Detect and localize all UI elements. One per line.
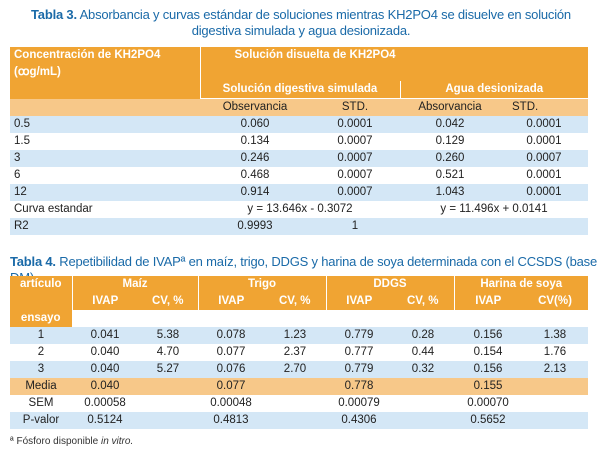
- table4-cell: 0.156: [473, 329, 503, 341]
- table4-cell: 0.154: [473, 346, 503, 358]
- table4-header-ensayo: ensayo: [10, 310, 72, 327]
- table3-curva-2: y = 11.496x + 0.0141: [440, 203, 548, 215]
- table3-header-std2: STD.: [512, 101, 539, 113]
- table4-sub-cv: CV, %: [392, 293, 454, 310]
- table4-cell: 0.32: [411, 363, 435, 375]
- table4-cell: 5.27: [156, 363, 180, 375]
- table3-cell-conc: 3: [14, 152, 21, 164]
- table4-header-soya: Harina de soya: [480, 278, 563, 290]
- table4-footnote: [10, 436, 133, 447]
- table3-cell-abs: 0.042: [435, 118, 465, 130]
- table4-cell: 1.23: [283, 329, 307, 341]
- table3: [10, 47, 588, 235]
- table4-row-label: 2: [37, 346, 45, 358]
- table3-header-abs: Absorvancia: [418, 101, 482, 113]
- table4-cell: 0.077: [216, 346, 246, 358]
- table4-media-soya: 0.155: [473, 380, 503, 392]
- table4-sub-ivap: IVAP: [346, 295, 373, 307]
- table3-caption-label: Tabla 3.: [31, 7, 77, 22]
- table4-row-label: 1: [37, 329, 45, 341]
- table4-cell: 0.44: [411, 346, 435, 358]
- table4-sub-cv: CV(%): [538, 295, 572, 307]
- table4-cell: 2.13: [543, 363, 567, 375]
- table-row: [10, 344, 588, 361]
- table3-cell-abs: 0.521: [435, 169, 465, 181]
- table4-cell: 5.38: [156, 329, 180, 341]
- table4-cell: 0.779: [344, 363, 374, 375]
- footnote-italic: in vitro.: [100, 436, 134, 447]
- table3-cell-conc: 6: [14, 169, 21, 181]
- table4-header-ddgs: DDGS: [326, 276, 454, 293]
- table4-pvalor-soya: 0.5652: [470, 414, 506, 426]
- table3-cell-obs: 0.060: [240, 118, 270, 130]
- table4-pvalor-trigo: 0.4813: [213, 414, 249, 426]
- table3-cell-std2: 0.0001: [526, 186, 562, 198]
- table4-cell: 2.37: [283, 346, 307, 358]
- table4-header-articulo: artículo: [10, 276, 72, 293]
- table3-cell-std1: 0.0007: [337, 169, 373, 181]
- table3-caption: [10, 7, 592, 39]
- table4-media-ddgs: 0.778: [344, 380, 374, 392]
- table3-cell-std2: 0.0001: [526, 135, 562, 147]
- table3-header-obs: Observancia: [222, 101, 288, 113]
- table4-cell: 1.38: [543, 329, 567, 341]
- table3-header-sub2: Agua desionizada: [400, 81, 588, 99]
- table3-cell-obs: 0.914: [240, 186, 270, 198]
- table3-r2-1: 0.9993: [237, 220, 273, 232]
- table4-row-label: 3: [37, 363, 45, 375]
- table-row: [10, 116, 588, 133]
- table4-pvalor-label: P-valor: [22, 414, 60, 426]
- table4-cell: 0.078: [216, 329, 246, 341]
- table3-curva-label: Curva estandar: [14, 203, 93, 215]
- table4-header-maiz: Maíz: [72, 276, 198, 293]
- table4-sem-ddgs: 0.00079: [338, 397, 380, 409]
- table4-caption-text: Repetibilidad de IVAPª en maíz, trigo, DDGS y harina de soya determinada con el CCSDS (base DM).: [10, 254, 597, 285]
- table3-caption-text-1: Absorbancia y curvas estándar de soluciones mientras KH2PO4 se disuelve en solución: [79, 7, 571, 22]
- table-row-curva: [10, 201, 588, 218]
- table3-cell-obs: 0.246: [240, 152, 270, 164]
- table3-header-sub1: Solución digestiva simulada: [200, 81, 400, 99]
- table3-cell-abs: 1.043: [435, 186, 465, 198]
- table-row: [10, 167, 588, 184]
- footnote-prefix: ª Fósforo disponible: [10, 436, 101, 447]
- table4-caption-label: Tabla 4.: [10, 254, 56, 269]
- table-row: [10, 361, 588, 378]
- table3-cell-abs: 0.129: [435, 135, 465, 147]
- table4-cell: 0.779: [344, 329, 374, 341]
- table4-cell: 2.70: [283, 363, 307, 375]
- table-row-pvalor: [10, 412, 588, 429]
- table4-pvalor-maiz: 0.5124: [87, 414, 123, 426]
- table-row: [10, 150, 588, 167]
- table-row: [10, 133, 588, 150]
- table3-cell-conc: 1.5: [14, 135, 30, 147]
- table4-cell: 0.041: [90, 329, 120, 341]
- table3-header-group: Solución disuelta de KH2PO4: [234, 49, 396, 61]
- table4-sub-ivap: IVAP: [92, 295, 119, 307]
- table3-cell-std1: 0.0001: [337, 118, 373, 130]
- table3-cell-std2: 0.0001: [526, 118, 562, 130]
- table4-pvalor-ddgs: 0.4306: [341, 414, 377, 426]
- table4-cell: 0.28: [411, 329, 435, 341]
- table4-cell: 0.040: [90, 363, 120, 375]
- table3-cell-conc: 0.5: [14, 118, 30, 130]
- table4-media-maiz: 0.040: [90, 380, 120, 392]
- table3-cell-std1: 0.0007: [337, 152, 373, 164]
- table3-cell-abs: 0.260: [435, 152, 465, 164]
- table4-media-label: Media: [25, 380, 57, 392]
- table4-media-trigo: 0.077: [216, 380, 246, 392]
- table-row-media: [10, 378, 588, 395]
- table4-sub-ivap: IVAP: [475, 295, 502, 307]
- table3-header-std1: STD.: [341, 101, 369, 113]
- table-row-r2: [10, 218, 588, 235]
- table4-cell: 0.076: [216, 363, 246, 375]
- table4-sub-cv: CV, %: [264, 293, 326, 310]
- table4: [10, 276, 588, 429]
- table3-caption-text-2: digestiva simulada y agua desionizada.: [191, 23, 411, 38]
- table3-cell-obs: 0.134: [240, 135, 270, 147]
- table-row-sem: [10, 395, 588, 412]
- table4-sub-cv: CV, %: [138, 293, 198, 310]
- table4-cell: 0.040: [90, 346, 120, 358]
- table4-cell: 4.70: [156, 346, 180, 358]
- table3-cell-std1: 0.0007: [337, 135, 373, 147]
- table4-sem-label: SEM: [28, 397, 54, 409]
- table-row: [10, 184, 588, 201]
- table3-header-conc-2: (ꝏg/mL): [10, 64, 200, 81]
- table4-header-trigo: Trigo: [198, 276, 326, 293]
- table4-sem-trigo: 0.00048: [210, 397, 252, 409]
- table3-curva-1: y = 13.646x - 0.3072: [247, 203, 353, 215]
- table-row: [10, 327, 588, 344]
- table4-cell: 0.777: [344, 346, 374, 358]
- table3-r2-2: 1: [351, 220, 359, 232]
- table3-cell-conc: 12: [14, 186, 27, 198]
- table4-cell: 1.76: [543, 346, 567, 358]
- table3-cell-std1: 0.0007: [337, 186, 373, 198]
- table3-cell-std2: 0.0007: [526, 152, 562, 164]
- table3-header-conc-1: Concentración de KH2PO4: [10, 47, 200, 64]
- table4-sem-soya: 0.00070: [467, 397, 509, 409]
- table4-cell: 0.156: [473, 363, 503, 375]
- table4-sem-maiz: 0.00058: [84, 397, 126, 409]
- table3-cell-obs: 0.468: [240, 169, 270, 181]
- table4-sub-ivap: IVAP: [218, 295, 245, 307]
- table3-cell-std2: 0.0001: [526, 169, 562, 181]
- table3-r2-label: R2: [14, 220, 29, 232]
